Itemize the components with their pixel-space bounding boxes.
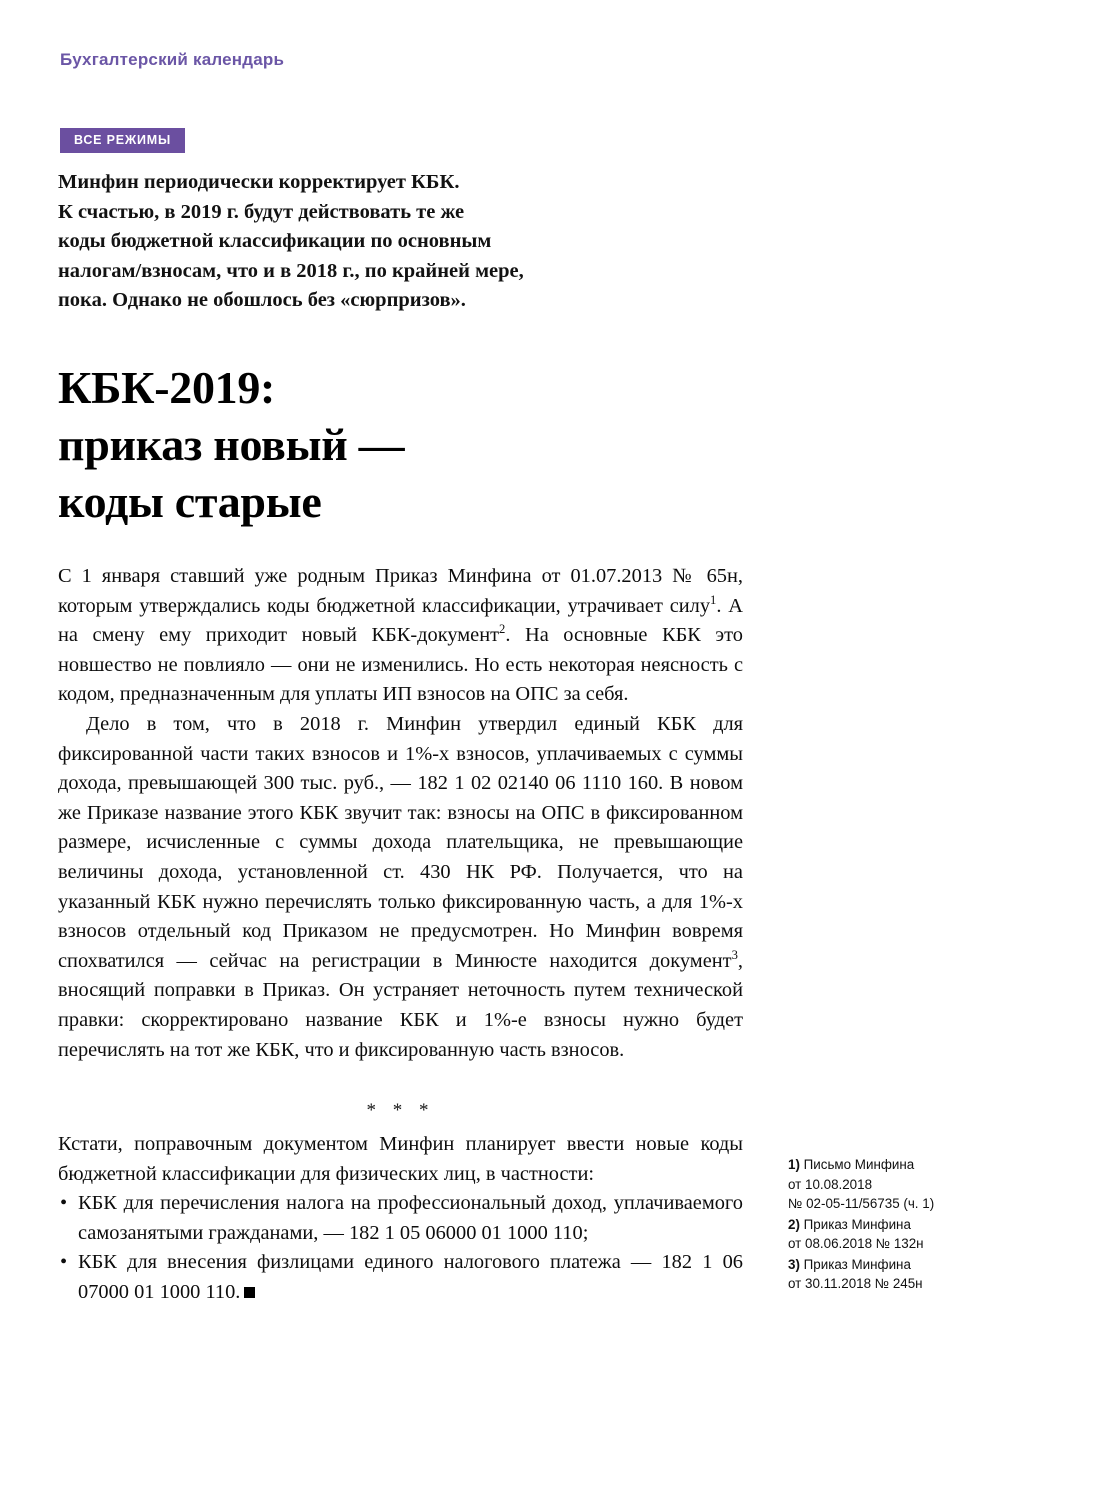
footnote-ref-1: 1 [710, 592, 717, 607]
footnote-ref-2: 2 [499, 622, 506, 637]
footnote-2 [788, 1215, 1038, 1254]
deck-line-2: К счастью, в 2019 г. будут действовать те же [58, 200, 465, 223]
running-head: Бухгалтерский календарь [60, 50, 285, 69]
body-p2-part-b: , вносящий поправки в Приказ. Он устраняет неточность путем технической правки: скорректировано название КБК и 1%-е взносы нужно будет перечислять на тот же КБК, что и фиксированную часть взносов. [58, 949, 743, 1061]
deck-line-3: коды бюджетной классификации по основным [58, 230, 492, 252]
headline-line-1: КБК-2019: [58, 361, 276, 413]
footnote-1-title: Письмо Минфина [803, 1157, 915, 1172]
article-tail [58, 1130, 743, 1308]
body-p1-part-c: . На основные КБК это новшество не повлияло — они не изменились. Но есть некоторая неясность с кодом, предназначенным для уплаты ИП взносов на ОПС за себя. [58, 624, 743, 706]
page-title [58, 359, 818, 530]
footnote-2-title: Приказ Минфина [803, 1216, 911, 1232]
footnote-1-detail-2: № 02-05-11/56735 (ч. 1) [788, 1196, 935, 1211]
list-item: • КБК для перечисления налога на профессиональный доход, уплачиваемого самозанятыми гражданами, — 182 1 05 06000 01 1000 110; [58, 1189, 743, 1248]
status-badge: ВСЕ РЕЖИМЫ [60, 128, 185, 153]
headline-line-2: приказ новый — [58, 418, 405, 470]
deck-line-4: налогам/взносам, что и в 2018 г., по крайней мере, [58, 259, 524, 282]
body-p2-part-a: Дело в том, что в 2018 г. Минфин утвердил единый КБК для фиксированной части таких взносов и 1%-х взносов, уплачиваемых с суммы дохода, превышающей 300 тыс. руб., — 182 1 02 02140 06 1110 160. В новом же Приказе название этого КБК звучит так: взносы на ОПС в фиксированном размере, исчисленные с суммы дохода плательщика, не превышающие величины дохода, установленной ст. 430 НК РФ. Получается, что на указанный КБК нужно перечислять только фиксированную часть, а для 1%-х взносов отдельный код Приказом не предусмотрен. Но Минфин вовремя спохватился — сейчас на регистрации в Минюсте находится документ [58, 712, 743, 972]
footnote-3-title: Приказ Минфина [803, 1256, 911, 1272]
deck-line-1: Минфин периодически корректирует КБК. [58, 171, 460, 193]
end-of-article-mark [244, 1287, 255, 1298]
body-p1-part-a: С 1 января ставший уже родным Приказ Минфина от 01.07.2013 № 65н, которым утверждались коды бюджетной классификации, утрачивает силу [58, 565, 743, 617]
footnote-3-number: 3) [788, 1256, 800, 1272]
deck-line-5: пока. Однако не обошлось без «сюрпризов». [58, 289, 466, 311]
body-p1-part-b: . А на смену ему приходит новый КБК-документ [58, 594, 744, 647]
footnote-ref-3: 3 [731, 947, 738, 962]
list-item [58, 1248, 743, 1307]
body-paragraph-2 [58, 710, 743, 1065]
footnote-1-number: 1) [788, 1157, 800, 1172]
kbk-list [58, 1189, 743, 1307]
article-body [58, 562, 743, 1065]
footnote-2-detail-1: от 08.06.2018 № 132н [788, 1236, 924, 1251]
footnote-2-number: 2) [788, 1216, 800, 1232]
article-deck [58, 168, 738, 316]
body-paragraph-1 [58, 562, 743, 710]
footnote-3-detail-1: от 30.11.2018 № 245н [788, 1276, 923, 1291]
list-item-text: КБК для внесения физлицами единого налогового платежа — 182 1 06 07000 01 1000 110. [78, 1251, 743, 1303]
footnotes [788, 1155, 1038, 1295]
headline-line-3: коды старые [58, 475, 322, 527]
footnote-1-detail-1: от 10.08.2018 [788, 1176, 873, 1192]
footnote-3 [788, 1255, 1038, 1294]
section-separator: * * * [366, 1100, 435, 1121]
footnote-1 [788, 1155, 1038, 1214]
tail-intro: Кстати, поправочным документом Минфин планирует ввести новые коды бюджетной классификации для физических лиц, в частности: [58, 1133, 743, 1185]
